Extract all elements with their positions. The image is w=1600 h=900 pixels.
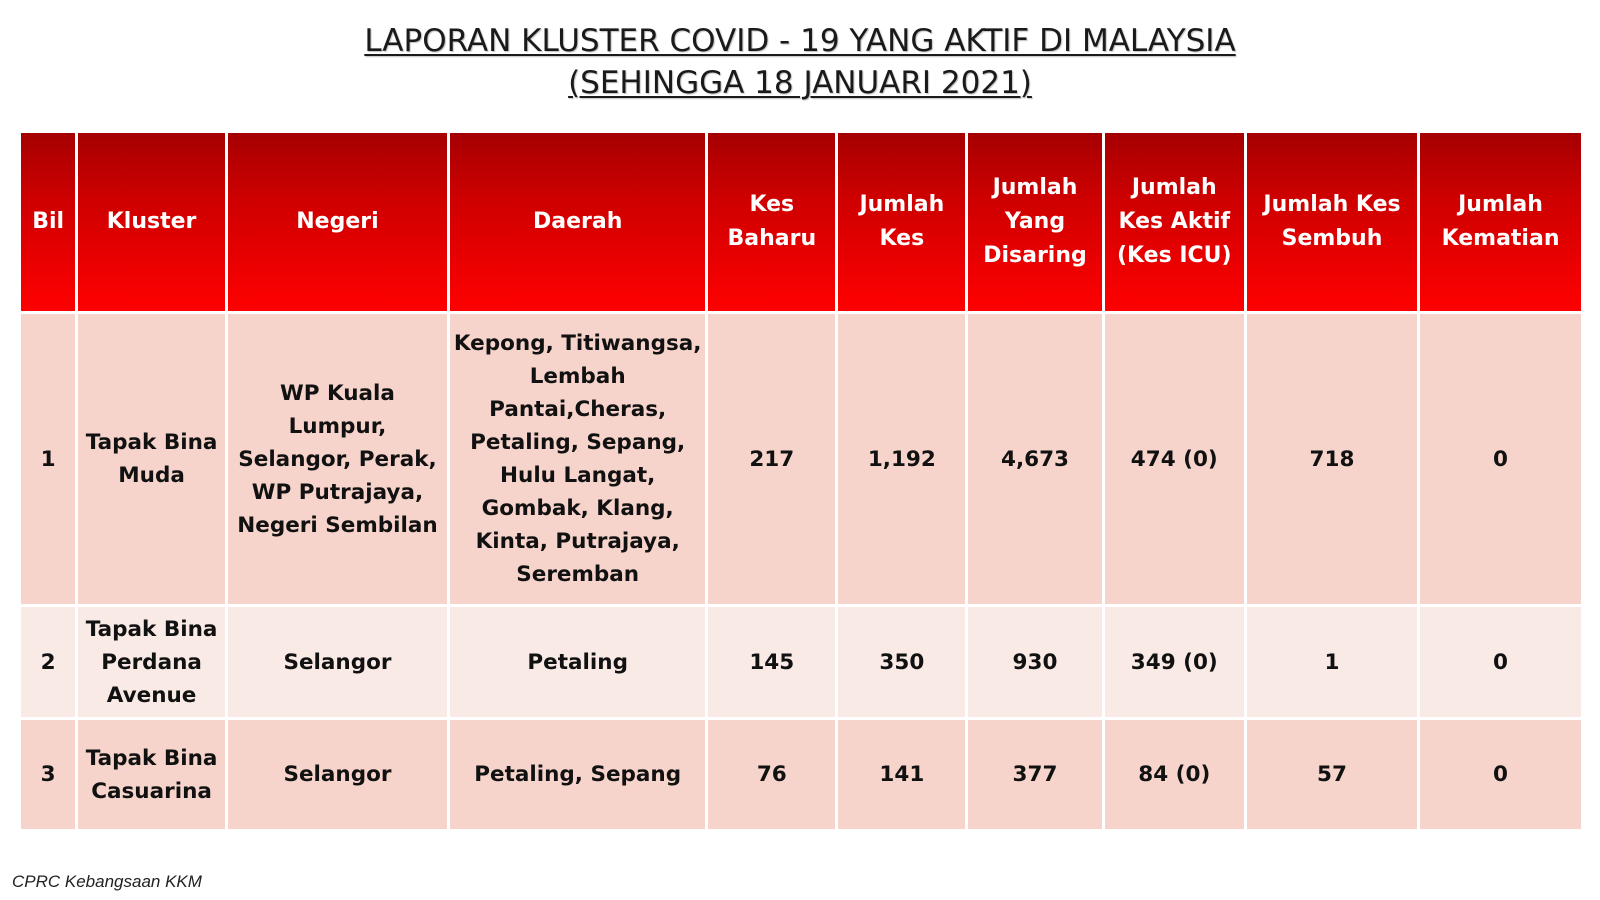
table-row — [21, 607, 1581, 717]
cell-jumlah-kes-sembuh: 57 — [1247, 720, 1417, 829]
cell-jumlah-kematian: 0 — [1420, 607, 1581, 717]
cell-kes-baharu: 76 — [708, 720, 835, 829]
table-row — [21, 314, 1581, 604]
header-negeri: Negeri — [228, 133, 447, 311]
cell-negeri: Selangor — [228, 607, 447, 717]
header-kes-baharu: Kes Baharu — [708, 133, 835, 311]
cell-jumlah-disaring: 377 — [968, 720, 1101, 829]
cell-bil: 2 — [21, 607, 75, 717]
cell-kes-baharu: 145 — [708, 607, 835, 717]
cell-jumlah-kes: 350 — [838, 607, 965, 717]
header-daerah: Daerah — [450, 133, 705, 311]
cluster-table — [18, 130, 1584, 832]
cell-daerah: Petaling — [450, 607, 705, 717]
cell-jumlah-kes-sembuh: 718 — [1247, 314, 1417, 604]
cell-kluster: Tapak Bina Perdana Avenue — [78, 607, 225, 717]
cell-bil: 3 — [21, 720, 75, 829]
header-jumlah-disaring: Jumlah Yang Disaring — [968, 133, 1101, 311]
source-credit: CPRC Kebangsaan KKM — [12, 872, 202, 891]
cell-bil: 1 — [21, 314, 75, 604]
header-jumlah-kes: Jumlah Kes — [838, 133, 965, 311]
cell-negeri: WP Kuala Lumpur, Selangor, Perak, WP Putrajaya, Negeri Sembilan — [228, 314, 447, 604]
cell-jumlah-kematian: 0 — [1420, 720, 1581, 829]
cell-jumlah-kematian: 0 — [1420, 314, 1581, 604]
cell-daerah: Kepong, Titiwangsa, Lembah Pantai,Cheras, Petaling, Sepang, Hulu Langat, Gombak, Klang, Kinta, Putrajaya, Seremban — [450, 314, 705, 604]
cell-jumlah-kes-aktif: 84 (0) — [1105, 720, 1244, 829]
cell-daerah: Petaling, Sepang — [450, 720, 705, 829]
cell-kes-baharu: 217 — [708, 314, 835, 604]
cell-kluster: Tapak Bina Muda — [78, 314, 225, 604]
cell-jumlah-kes: 1,192 — [838, 314, 965, 604]
header-jumlah-kes-sembuh: Jumlah Kes Sembuh — [1247, 133, 1417, 311]
title-line-1: LAPORAN KLUSTER COVID - 19 YANG AKTIF DI MALAYSIA — [364, 23, 1236, 59]
title-line-2: (SEHINGGA 18 JANUARI 2021) — [568, 65, 1032, 101]
cell-negeri: Selangor — [228, 720, 447, 829]
cell-jumlah-kes-aktif: 474 (0) — [1105, 314, 1244, 604]
header-row — [21, 133, 1581, 311]
header-kluster: Kluster — [78, 133, 225, 311]
cell-jumlah-kes-aktif: 349 (0) — [1105, 607, 1244, 717]
cell-jumlah-kes-sembuh: 1 — [1247, 607, 1417, 717]
header-jumlah-kes-aktif: Jumlah Kes Aktif (Kes ICU) — [1105, 133, 1244, 311]
cell-kluster: Tapak Bina Casuarina — [78, 720, 225, 829]
table-row — [21, 720, 1581, 829]
header-bil: Bil — [21, 133, 75, 311]
cell-jumlah-disaring: 4,673 — [968, 314, 1101, 604]
cell-jumlah-disaring: 930 — [968, 607, 1101, 717]
header-jumlah-kematian: Jumlah Kematian — [1420, 133, 1581, 311]
cell-jumlah-kes: 141 — [838, 720, 965, 829]
report-title — [0, 20, 1600, 104]
